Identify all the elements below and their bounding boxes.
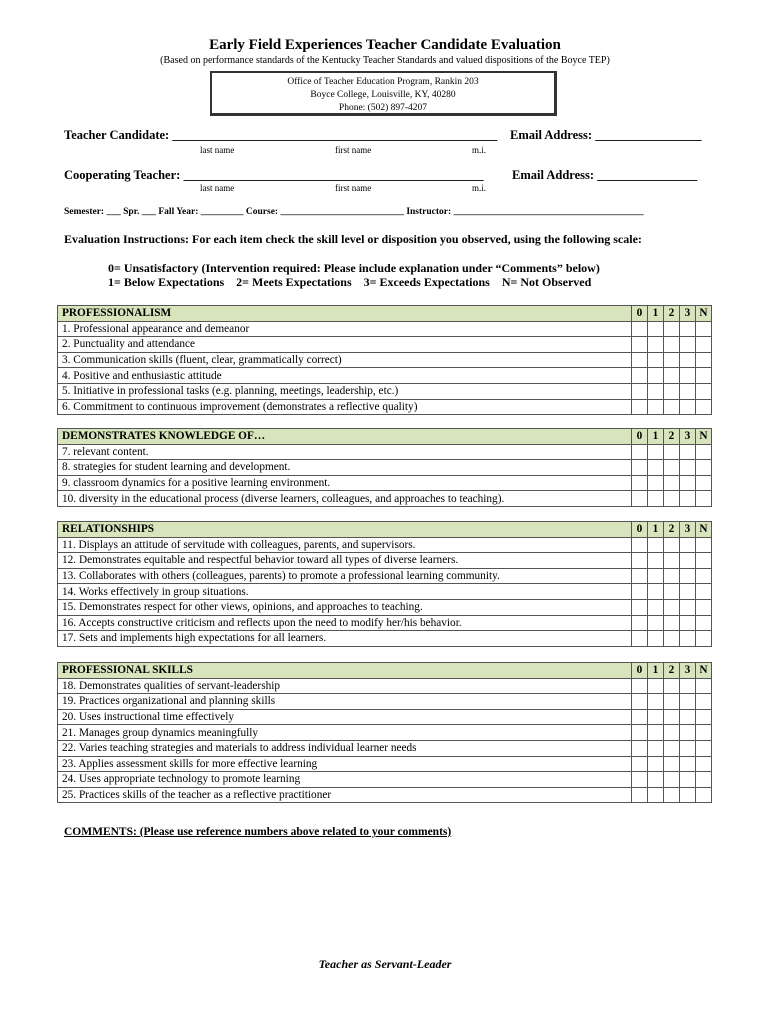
office-line: Boyce College, Louisville, KY, 40280 xyxy=(310,90,456,100)
rating-checkbox-0[interactable] xyxy=(632,787,648,803)
rating-checkbox-1[interactable] xyxy=(648,599,664,615)
table-row xyxy=(58,772,712,788)
rating-checkbox-N[interactable] xyxy=(696,352,712,368)
rating-checkbox-0[interactable] xyxy=(632,337,648,353)
rating-header: 2 xyxy=(664,522,680,538)
table-row xyxy=(58,694,712,710)
rating-checkbox-0[interactable] xyxy=(632,615,648,631)
rating-checkbox-0[interactable] xyxy=(632,383,648,399)
rating-checkbox-2[interactable] xyxy=(664,772,680,788)
item-label: 25. Practices skills of the teacher as a reflective practitioner xyxy=(58,787,632,803)
rating-checkbox-1[interactable] xyxy=(648,694,664,710)
rating-checkbox-N[interactable] xyxy=(696,444,712,460)
rating-checkbox-3[interactable] xyxy=(680,678,696,694)
rating-checkbox-1[interactable] xyxy=(648,475,664,491)
item-label: 13. Collaborates with others (colleagues, parents) to promote a professional learning community. xyxy=(58,568,632,584)
rating-checkbox-N[interactable] xyxy=(696,740,712,756)
rating-checkbox-2[interactable] xyxy=(664,321,680,337)
section-table-0 xyxy=(57,305,712,415)
item-label: 10. diversity in the educational process (diverse learners, colleagues, and approaches to teaching). xyxy=(58,491,632,507)
hint-first-name: first name xyxy=(335,183,372,193)
section-title: DEMONSTRATES KNOWLEDGE OF… xyxy=(58,429,632,445)
table-row xyxy=(58,537,712,553)
rating-checkbox-1[interactable] xyxy=(648,584,664,600)
section-table-3 xyxy=(57,662,712,803)
rating-checkbox-N[interactable] xyxy=(696,772,712,788)
rating-checkbox-2[interactable] xyxy=(664,615,680,631)
rating-checkbox-N[interactable] xyxy=(696,553,712,569)
rating-checkbox-0[interactable] xyxy=(632,537,648,553)
office-line: Phone: (502) 897-4207 xyxy=(338,103,428,113)
rating-checkbox-3[interactable] xyxy=(680,553,696,569)
form-subtitle: (Based on performance standards of the Kentucky Teacher Standards and valued dispositions of the Boyce TEP) xyxy=(160,55,610,66)
rating-checkbox-3[interactable] xyxy=(680,599,696,615)
section-table-2 xyxy=(57,521,712,647)
rating-checkbox-0[interactable] xyxy=(632,399,648,415)
scale-line-2: 1= Below Expectations 2= Meets Expectations 3= Exceeds Expectations N= Not Observed xyxy=(108,275,592,289)
item-label: 20. Uses instructional time effectively xyxy=(58,709,632,725)
rating-checkbox-2[interactable] xyxy=(664,337,680,353)
rating-checkbox-3[interactable] xyxy=(680,475,696,491)
rating-checkbox-2[interactable] xyxy=(664,444,680,460)
rating-checkbox-N[interactable] xyxy=(696,599,712,615)
table-row xyxy=(58,709,712,725)
item-label: 9. classroom dynamics for a positive learning environment. xyxy=(58,475,632,491)
rating-checkbox-2[interactable] xyxy=(664,553,680,569)
table-row xyxy=(58,352,712,368)
rating-checkbox-1[interactable] xyxy=(648,787,664,803)
table-row xyxy=(58,678,712,694)
rating-checkbox-2[interactable] xyxy=(664,460,680,476)
rating-checkbox-1[interactable] xyxy=(648,553,664,569)
footer-tagline: Teacher as Servant-Leader xyxy=(318,957,452,971)
rating-checkbox-3[interactable] xyxy=(680,631,696,647)
item-label: 22. Varies teaching strategies and materials to address individual learner needs xyxy=(58,740,632,756)
rating-checkbox-1[interactable] xyxy=(648,537,664,553)
rating-header: 0 xyxy=(632,306,648,322)
rating-checkbox-N[interactable] xyxy=(696,321,712,337)
hint-mi: m.i. xyxy=(472,183,487,193)
rating-checkbox-2[interactable] xyxy=(664,475,680,491)
rating-checkbox-3[interactable] xyxy=(680,352,696,368)
teacher-candidate-line[interactable]: ____________________________________________________ xyxy=(169,128,498,142)
rating-checkbox-0[interactable] xyxy=(632,568,648,584)
rating-header: 0 xyxy=(632,429,648,445)
rating-checkbox-N[interactable] xyxy=(696,475,712,491)
cooperating-email-field[interactable]: Email Address: ________________ xyxy=(512,168,698,182)
rating-header: 3 xyxy=(680,429,696,445)
rating-checkbox-1[interactable] xyxy=(648,321,664,337)
rating-checkbox-1[interactable] xyxy=(648,756,664,772)
cooperating-teacher-label: Cooperating Teacher: xyxy=(64,168,181,182)
rating-checkbox-1[interactable] xyxy=(648,709,664,725)
item-label: 6. Commitment to continuous improvement (demonstrates a reflective quality) xyxy=(58,399,632,415)
section-header-row xyxy=(58,429,712,445)
table-row xyxy=(58,787,712,803)
table-row xyxy=(58,460,712,476)
rating-checkbox-3[interactable] xyxy=(680,584,696,600)
table-row xyxy=(58,631,712,647)
rating-checkbox-N[interactable] xyxy=(696,537,712,553)
rating-checkbox-3[interactable] xyxy=(680,615,696,631)
item-label: 21. Manages group dynamics meaningfully xyxy=(58,725,632,741)
table-row xyxy=(58,725,712,741)
rating-checkbox-0[interactable] xyxy=(632,475,648,491)
table-row xyxy=(58,740,712,756)
rating-checkbox-3[interactable] xyxy=(680,694,696,710)
rating-checkbox-1[interactable] xyxy=(648,460,664,476)
table-row xyxy=(58,615,712,631)
item-label: 2. Punctuality and attendance xyxy=(58,337,632,353)
table-row xyxy=(58,368,712,384)
rating-header: 1 xyxy=(648,429,664,445)
rating-checkbox-3[interactable] xyxy=(680,337,696,353)
rating-checkbox-3[interactable] xyxy=(680,787,696,803)
rating-checkbox-1[interactable] xyxy=(648,678,664,694)
rating-checkbox-0[interactable] xyxy=(632,725,648,741)
table-row xyxy=(58,337,712,353)
rating-header: 1 xyxy=(648,522,664,538)
rating-checkbox-0[interactable] xyxy=(632,709,648,725)
rating-checkbox-2[interactable] xyxy=(664,756,680,772)
rating-checkbox-2[interactable] xyxy=(664,725,680,741)
rating-checkbox-N[interactable] xyxy=(696,756,712,772)
rating-checkbox-2[interactable] xyxy=(664,709,680,725)
evaluation-instructions: Evaluation Instructions: For each item check the skill level or disposition you observed, using the following scale: xyxy=(64,232,642,246)
rating-checkbox-2[interactable] xyxy=(664,491,680,507)
cooperating-teacher-field[interactable] xyxy=(64,168,483,183)
rating-checkbox-2[interactable] xyxy=(664,740,680,756)
section-table-1 xyxy=(57,428,712,507)
rating-header: N xyxy=(696,429,712,445)
rating-checkbox-1[interactable] xyxy=(648,740,664,756)
item-label: 12. Demonstrates equitable and respectful behavior toward all types of diverse learners. xyxy=(58,553,632,569)
rating-header: 1 xyxy=(648,306,664,322)
item-label: 18. Demonstrates qualities of servant-leadership xyxy=(58,678,632,694)
rating-checkbox-3[interactable] xyxy=(680,740,696,756)
rating-header: N xyxy=(696,306,712,322)
rating-header: 2 xyxy=(664,429,680,445)
rating-checkbox-1[interactable] xyxy=(648,368,664,384)
section-title: PROFESSIONALISM xyxy=(58,306,632,322)
teacher-candidate-label: Teacher Candidate: xyxy=(64,128,170,142)
rating-checkbox-2[interactable] xyxy=(664,537,680,553)
item-label: 4. Positive and enthusiastic attitude xyxy=(58,368,632,384)
rating-header: 3 xyxy=(680,663,696,679)
rating-checkbox-2[interactable] xyxy=(664,631,680,647)
table-row xyxy=(58,756,712,772)
table-row xyxy=(58,584,712,600)
rating-checkbox-1[interactable] xyxy=(648,352,664,368)
rating-checkbox-0[interactable] xyxy=(632,756,648,772)
rating-checkbox-3[interactable] xyxy=(680,568,696,584)
rating-checkbox-N[interactable] xyxy=(696,678,712,694)
rating-checkbox-N[interactable] xyxy=(696,460,712,476)
rating-header: 2 xyxy=(664,306,680,322)
rating-checkbox-0[interactable] xyxy=(632,599,648,615)
rating-checkbox-1[interactable] xyxy=(648,383,664,399)
table-row xyxy=(58,553,712,569)
rating-checkbox-1[interactable] xyxy=(648,772,664,788)
item-label: 24. Uses appropriate technology to promote learning xyxy=(58,772,632,788)
item-label: 16. Accepts constructive criticism and reflects upon the need to modify her/his behavior. xyxy=(58,615,632,631)
rating-checkbox-1[interactable] xyxy=(648,399,664,415)
rating-checkbox-0[interactable] xyxy=(632,678,648,694)
section-header-row xyxy=(58,306,712,322)
candidate-email-field[interactable]: Email Address: _________________ xyxy=(510,128,702,142)
rating-checkbox-1[interactable] xyxy=(648,725,664,741)
rating-header: 3 xyxy=(680,522,696,538)
hint-mi: m.i. xyxy=(472,145,487,155)
rating-checkbox-1[interactable] xyxy=(648,615,664,631)
rating-checkbox-3[interactable] xyxy=(680,537,696,553)
rating-checkbox-2[interactable] xyxy=(664,383,680,399)
rating-checkbox-3[interactable] xyxy=(680,321,696,337)
semester-course-line[interactable]: Semester: ___ Spr. ___ Fall Year: _________ Course: __________________________ Instructor: ________________________________________ xyxy=(64,207,644,217)
cooperating-teacher-line[interactable]: ________________________________________________ xyxy=(180,168,484,182)
item-label: 14. Works effectively in group situations. xyxy=(58,584,632,600)
hint-last-name: last name xyxy=(200,183,235,193)
rating-checkbox-2[interactable] xyxy=(664,568,680,584)
section-title: RELATIONSHIPS xyxy=(58,522,632,538)
table-row xyxy=(58,383,712,399)
rating-checkbox-1[interactable] xyxy=(648,337,664,353)
rating-checkbox-0[interactable] xyxy=(632,491,648,507)
scale-line-1: 0= Unsatisfactory (Intervention required: Please include explanation under “Comments” below) xyxy=(108,261,600,275)
rating-checkbox-N[interactable] xyxy=(696,694,712,710)
table-row xyxy=(58,444,712,460)
item-label: 5. Initiative in professional tasks (e.g. planning, meetings, leadership, etc.) xyxy=(58,383,632,399)
item-label: 15. Demonstrates respect for other views, opinions, and approaches to teaching. xyxy=(58,599,632,615)
rating-checkbox-N[interactable] xyxy=(696,725,712,741)
rating-checkbox-0[interactable] xyxy=(632,553,648,569)
item-label: 1. Professional appearance and demeanor xyxy=(58,321,632,337)
rating-checkbox-0[interactable] xyxy=(632,321,648,337)
table-row xyxy=(58,399,712,415)
section-header-row xyxy=(58,663,712,679)
table-row xyxy=(58,491,712,507)
rating-checkbox-N[interactable] xyxy=(696,383,712,399)
rating-checkbox-3[interactable] xyxy=(680,368,696,384)
rating-checkbox-N[interactable] xyxy=(696,615,712,631)
table-row xyxy=(58,599,712,615)
rating-checkbox-0[interactable] xyxy=(632,352,648,368)
rating-checkbox-N[interactable] xyxy=(696,568,712,584)
rating-checkbox-0[interactable] xyxy=(632,584,648,600)
table-row xyxy=(58,568,712,584)
rating-checkbox-2[interactable] xyxy=(664,368,680,384)
rating-checkbox-3[interactable] xyxy=(680,725,696,741)
item-label: 7. relevant content. xyxy=(58,444,632,460)
rating-header: 2 xyxy=(664,663,680,679)
comments-heading: COMMENTS: (Please use reference numbers above related to your comments) xyxy=(64,826,452,838)
section-title: PROFESSIONAL SKILLS xyxy=(58,663,632,679)
rating-checkbox-2[interactable] xyxy=(664,352,680,368)
table-row xyxy=(58,321,712,337)
rating-checkbox-3[interactable] xyxy=(680,756,696,772)
rating-checkbox-1[interactable] xyxy=(648,568,664,584)
hint-first-name: first name xyxy=(335,145,372,155)
rating-checkbox-N[interactable] xyxy=(696,584,712,600)
item-label: 19. Practices organizational and planning skills xyxy=(58,694,632,710)
item-label: 23. Applies assessment skills for more effective learning xyxy=(58,756,632,772)
rating-header: 1 xyxy=(648,663,664,679)
rating-checkbox-0[interactable] xyxy=(632,444,648,460)
rating-checkbox-3[interactable] xyxy=(680,383,696,399)
rating-header: 3 xyxy=(680,306,696,322)
rating-checkbox-2[interactable] xyxy=(664,678,680,694)
item-label: 11. Displays an attitude of servitude with colleagues, parents, and supervisors. xyxy=(58,537,632,553)
rating-checkbox-N[interactable] xyxy=(696,709,712,725)
rating-checkbox-3[interactable] xyxy=(680,772,696,788)
rating-checkbox-3[interactable] xyxy=(680,460,696,476)
rating-checkbox-0[interactable] xyxy=(632,772,648,788)
rating-checkbox-2[interactable] xyxy=(664,694,680,710)
section-header-row xyxy=(58,522,712,538)
rating-header: N xyxy=(696,522,712,538)
rating-header: 0 xyxy=(632,663,648,679)
rating-checkbox-3[interactable] xyxy=(680,491,696,507)
rating-header: 0 xyxy=(632,522,648,538)
rating-checkbox-3[interactable] xyxy=(680,399,696,415)
rating-checkbox-N[interactable] xyxy=(696,787,712,803)
item-label: 8. strategies for student learning and development. xyxy=(58,460,632,476)
office-line: Office of Teacher Education Program, Rankin 203 xyxy=(287,77,479,87)
table-row xyxy=(58,475,712,491)
rating-checkbox-0[interactable] xyxy=(632,740,648,756)
rating-checkbox-0[interactable] xyxy=(632,460,648,476)
rating-checkbox-N[interactable] xyxy=(696,491,712,507)
rating-checkbox-2[interactable] xyxy=(664,599,680,615)
rating-checkbox-N[interactable] xyxy=(696,368,712,384)
rating-checkbox-N[interactable] xyxy=(696,337,712,353)
rating-checkbox-1[interactable] xyxy=(648,491,664,507)
hint-last-name: last name xyxy=(200,145,235,155)
item-label: 3. Communication skills (fluent, clear, grammatically correct) xyxy=(58,352,632,368)
rating-checkbox-2[interactable] xyxy=(664,584,680,600)
rating-checkbox-2[interactable] xyxy=(664,787,680,803)
rating-checkbox-N[interactable] xyxy=(696,399,712,415)
rating-checkbox-1[interactable] xyxy=(648,444,664,460)
item-label: 17. Sets and implements high expectations for all learners. xyxy=(58,631,632,647)
rating-checkbox-0[interactable] xyxy=(632,368,648,384)
rating-checkbox-N[interactable] xyxy=(696,631,712,647)
rating-checkbox-0[interactable] xyxy=(632,631,648,647)
rating-checkbox-1[interactable] xyxy=(648,631,664,647)
rating-checkbox-0[interactable] xyxy=(632,694,648,710)
rating-checkbox-3[interactable] xyxy=(680,444,696,460)
office-address-box xyxy=(210,71,557,116)
rating-header: N xyxy=(696,663,712,679)
form-title: Early Field Experiences Teacher Candidate Evaluation xyxy=(209,37,561,53)
rating-checkbox-3[interactable] xyxy=(680,709,696,725)
rating-checkbox-2[interactable] xyxy=(664,399,680,415)
teacher-candidate-field[interactable] xyxy=(64,128,497,143)
